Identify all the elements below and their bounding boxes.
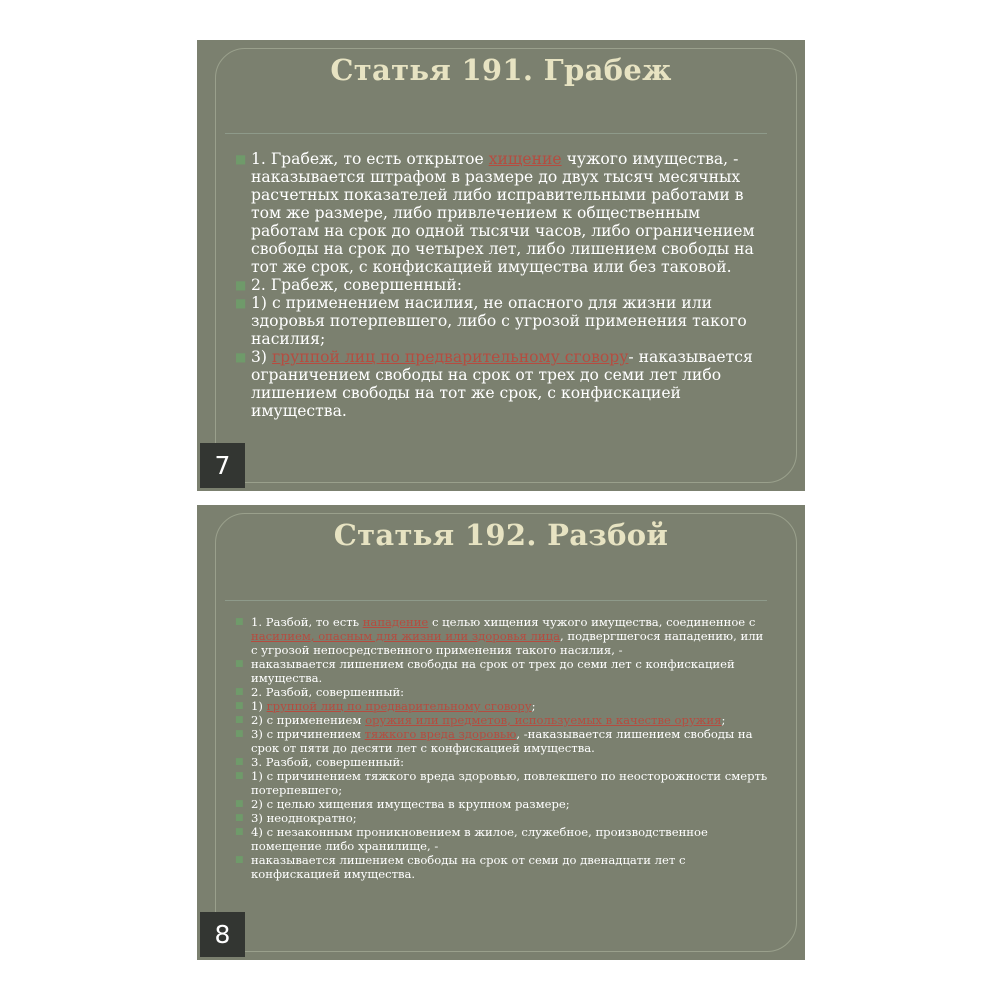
list-item	[235, 811, 769, 825]
item-text: 1) с применением насилия, не опасного для жизни или здоровья потерпевшего, либо с угрозой применения такого насилия;	[251, 294, 747, 348]
bullet-icon: ■	[235, 701, 244, 711]
list-item	[235, 699, 769, 713]
item-text: ;	[721, 713, 726, 727]
item-text: 3)	[251, 348, 272, 366]
list-item	[235, 657, 769, 685]
item-text: 3) неоднократно;	[251, 811, 357, 825]
list-item	[235, 769, 769, 797]
item-text: , -наказывается лишением свободы на срок от пяти до десяти лет с конфискацией имущества.	[251, 727, 753, 755]
slide-title: Статья 191. Грабеж	[330, 53, 672, 87]
list-item	[235, 853, 769, 881]
list-item	[235, 348, 769, 420]
list-item	[235, 150, 769, 276]
item-text: с целью хищения чужого имущества, соединенное с	[428, 615, 756, 629]
slide-number: 7	[200, 443, 245, 488]
title-divider	[225, 133, 767, 134]
item-text: ;	[531, 699, 536, 713]
slide-8	[197, 505, 805, 960]
bullet-icon: ■	[235, 771, 244, 781]
item-text: 2. Разбой, совершенный:	[251, 685, 405, 699]
bullet-icon: ■	[235, 152, 247, 166]
list-item	[235, 294, 769, 348]
slide-body	[235, 615, 769, 881]
item-text: 2) с целью хищения имущества в крупном размере;	[251, 797, 570, 811]
item-text: чужого имущества, - наказывается штрафом в размере до двух тысяч месячных расчетных показателей либо исправительными работами в том же размере, либо привлечением к общественным работам на срок до одной тысячи часов, либо ограничением свободы на срок до четырех лет, либо лишением свободы на тот же срок, с конфискацией имущества или без таковой.	[251, 150, 755, 276]
item-text: наказывается лишением свободы на срок от семи до двенадцати лет с конфискацией имущества.	[251, 853, 686, 881]
title-divider	[225, 600, 767, 601]
bullet-icon: ■	[235, 799, 244, 809]
slide-7	[197, 40, 805, 491]
bullet-icon: ■	[235, 855, 244, 865]
item-text: 1. Грабеж, то есть открытое	[251, 150, 489, 168]
item-text: 2) с применением	[251, 713, 366, 727]
bullet-icon: ■	[235, 687, 244, 697]
bullet-icon: ■	[235, 729, 244, 739]
list-item	[235, 276, 769, 294]
item-text: 1)	[251, 699, 267, 713]
bullet-icon: ■	[235, 757, 244, 767]
list-item	[235, 797, 769, 811]
bullet-icon: ■	[235, 296, 247, 310]
item-text: , подвергшегося нападению, или с угрозой непосредственного применения такого насилия, -	[251, 629, 764, 657]
hyperlink[interactable]: оружия или предметов, используемых в качестве оружия	[365, 713, 722, 727]
list-item	[235, 615, 769, 657]
item-text: 3) с причинением	[251, 727, 365, 741]
bullet-icon: ■	[235, 813, 244, 823]
list-item	[235, 755, 769, 769]
hyperlink[interactable]: тяжкого вреда здоровью	[364, 727, 517, 741]
list-item	[235, 825, 769, 853]
hyperlink[interactable]: группой лиц по предварительному сговору	[266, 699, 532, 713]
list-item	[235, 727, 769, 755]
list-item	[235, 713, 769, 727]
list-item	[235, 685, 769, 699]
bullet-icon: ■	[235, 659, 244, 669]
item-text: 4) с незаконным проникновением в жилое, служебное, производственное помещение либо хранилище, -	[251, 825, 708, 853]
hyperlink[interactable]: группой лиц по предварительному сговору	[271, 348, 629, 366]
bullet-icon: ■	[235, 278, 247, 292]
item-text: 2. Грабеж, совершенный:	[251, 276, 462, 294]
bullet-icon: ■	[235, 350, 247, 364]
item-text: 3. Разбой, совершенный:	[251, 755, 405, 769]
item-text: - наказывается ограничением свободы на срок от трех до семи лет либо лишением свободы на тот же срок, с конфискацией имущества.	[251, 348, 753, 420]
bullet-icon: ■	[235, 617, 244, 627]
item-text: 1) с причинением тяжкого вреда здоровью, повлекшего по неосторожности смерть потерпевшего;	[251, 769, 768, 797]
item-text: наказывается лишением свободы на срок от трех до семи лет с конфискацией имущества.	[251, 657, 735, 685]
hyperlink[interactable]: нападение	[362, 615, 429, 629]
bullet-icon: ■	[235, 827, 244, 837]
hyperlink[interactable]: насилием, опасным для жизни или здоровья лица	[251, 629, 560, 643]
item-text: 1. Разбой, то есть	[251, 615, 363, 629]
slide-body	[235, 150, 769, 420]
hyperlink[interactable]: хищение	[488, 150, 562, 168]
bullet-icon: ■	[235, 715, 244, 725]
slide-number: 8	[200, 912, 245, 957]
slide-title: Статья 192. Разбой	[333, 518, 669, 552]
